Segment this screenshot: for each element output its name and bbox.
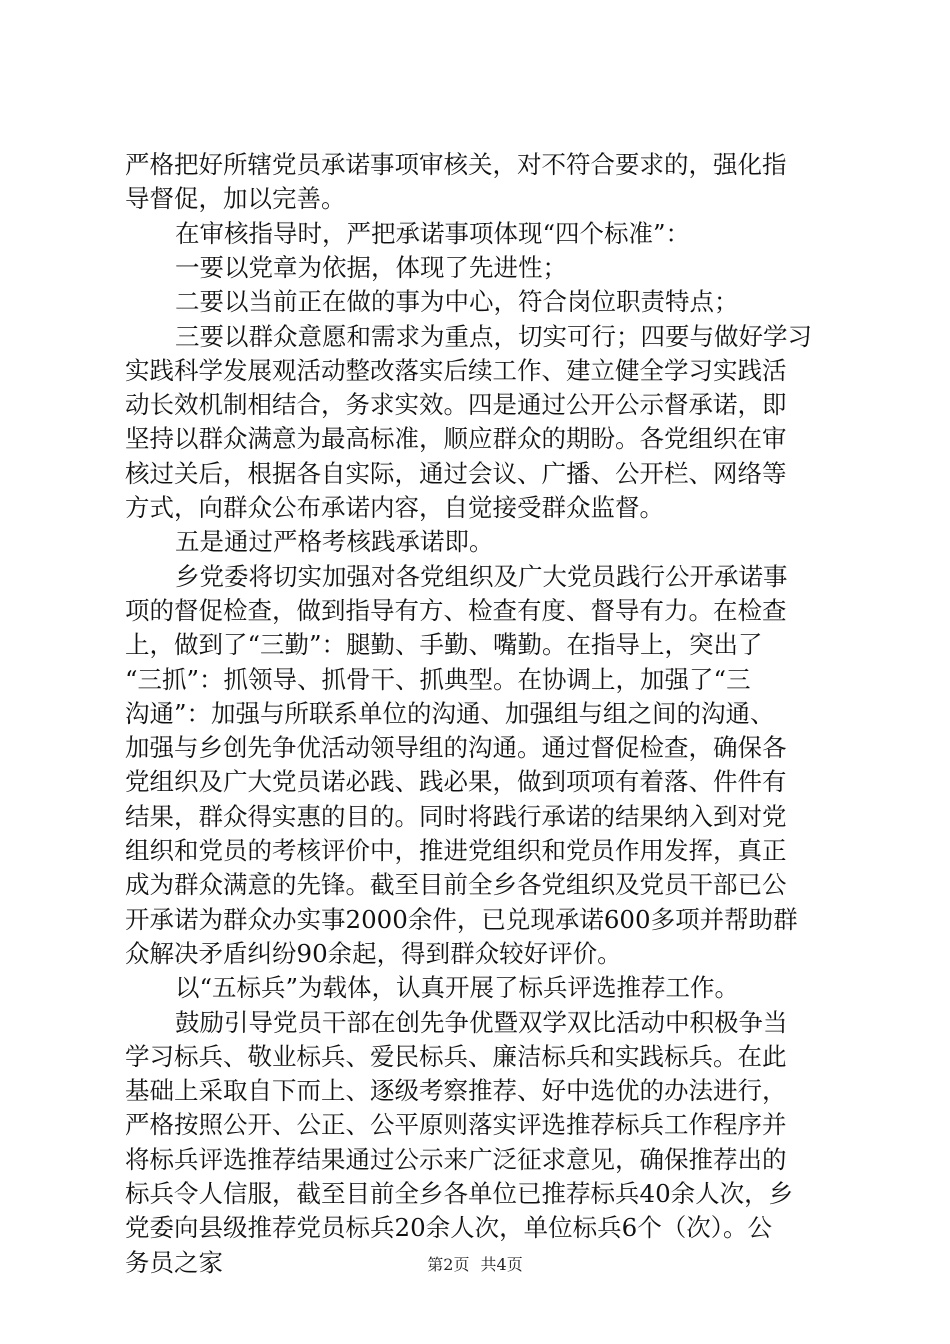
text-line: 以“五标兵”为载体，认真开展了标兵评选推荐工作。	[175, 973, 740, 1003]
text-line: 方式，向群众公布承诺内容，自觉接受群众监督。	[125, 493, 664, 522]
text-line: 沟通”：加强与所联系单位的沟通、加强组与组之间的沟通、	[125, 698, 775, 728]
text-line: 上，做到了“三勤”：腿勤、手勤、嘴勤。在指导上，突出了	[125, 630, 763, 660]
text-line: 学习标兵、敬业标兵、爱民标兵、廉洁标兵和实践标兵。在此	[125, 1041, 787, 1071]
text-line: 三要以群众意愿和需求为重点，切实可行；四要与做好学习	[175, 321, 812, 351]
text-line: 结果，群众得实惠的目的。同时将践行承诺的结果纳入到对党	[125, 801, 787, 831]
page-footer	[0, 1255, 950, 1275]
text-line: 核过关后，根据各自实际，通过会议、广播、公开栏、网络等	[125, 458, 787, 488]
text-line: 实践科学发展观活动整改落实后续工作、建立健全学习实践活	[125, 355, 787, 385]
text-line: 务员之家	[125, 1247, 223, 1277]
text-line: 五是通过严格考核践承诺即。	[175, 527, 494, 557]
text-line: 开承诺为群众办实事2000余件，已兑现承诺600多项并帮助群	[125, 904, 798, 934]
text-line: 乡党委将切实加强对各党组织及广大党员践行公开承诺事	[175, 561, 788, 591]
page-total: 共4页	[480, 1255, 523, 1274]
text-line: 加强与乡创先争优活动领导组的沟通。通过督促检查，确保各	[125, 733, 787, 763]
text-line: 动长效机制相结合，务求实效。四是通过公开公示督承诺，即	[125, 390, 787, 420]
text-line: 项的督促检查，做到指导有方、检查有度、督导有力。在检查	[125, 595, 787, 625]
text-line: 一要以党章为依据，体现了先进性；	[175, 252, 567, 282]
text-line: 党组织及广大党员诺必践、践必果，做到项项有着落、件件有	[125, 767, 787, 797]
text-line: 党委向县级推荐党员标兵20余人次，单位标兵6个（次）。公	[125, 1213, 773, 1243]
text-line: 在审核指导时，严把承诺事项体现“四个标准”：	[175, 218, 691, 248]
text-line: 鼓励引导党员干部在创先争优暨双学双比活动中积极争当	[175, 1007, 788, 1037]
text-line: 标兵令人信服，截至目前全乡各单位已推荐标兵40余人次，乡	[125, 1179, 794, 1208]
text-line: 众解决矛盾纠纷90余起，得到群众较好评价。	[125, 938, 622, 968]
text-line: 二要以当前正在做的事为中心，符合岗位职责特点；	[175, 287, 739, 317]
text-line: 严格把好所辖党员承诺事项审核关，对不符合要求的，强化指	[125, 150, 787, 179]
text-line: 导督促，加以完善。	[125, 184, 346, 214]
text-line: 将标兵评选推荐结果通过公示来广泛征求意见，确保推荐出的	[125, 1144, 787, 1174]
text-line: 成为群众满意的先锋。截至目前全乡各党组织及党员干部已公	[125, 870, 787, 900]
text-line: 严格按照公开、公正、公平原则落实评选推荐标兵工作程序并	[125, 1110, 787, 1140]
text-line: 坚持以群众满意为最高标准，顺应群众的期盼。各党组织在审	[125, 424, 787, 454]
text-line: 组织和党员的考核评价中，推进党组织和党员作用发挥，真正	[125, 836, 787, 865]
text-line: “三抓”：抓领导、抓骨干、抓典型。在协调上，加强了“三	[125, 664, 751, 694]
page-number: 第2页	[427, 1255, 470, 1274]
text-line: 基础上采取自下而上、逐级考察推荐、好中选优的办法进行，	[125, 1076, 787, 1106]
